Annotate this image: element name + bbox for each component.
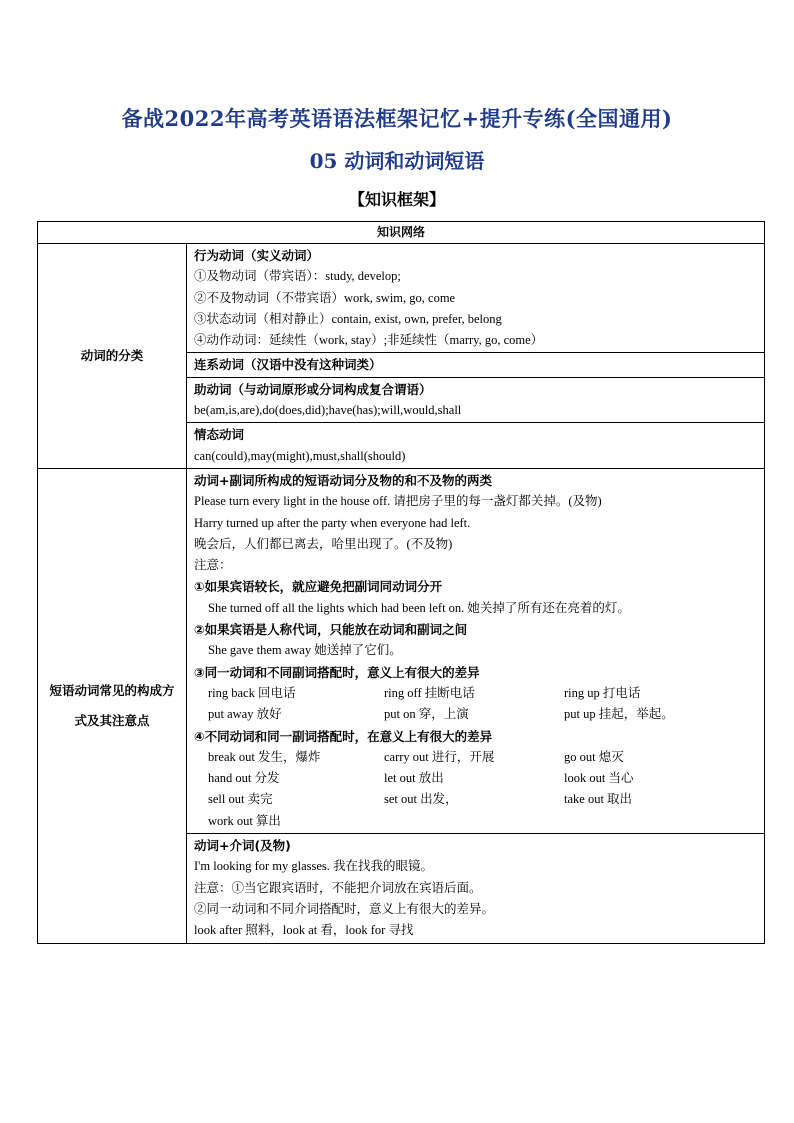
modal-verbs-heading: 情态动词 <box>194 427 245 443</box>
group-label-verb-classification: 动词的分类 <box>38 244 187 469</box>
phrase-row: put away 放好 put on 穿，上演 put up 挂起，举起。 <box>208 707 674 722</box>
phrase-row: hand out 分发 let out 放出 look out 当心 <box>208 771 634 786</box>
action-verbs-line: ③状态动词（相对静止）contain, exist, own, prefer, belong <box>194 311 502 326</box>
rule-heading: ④不同动词和同一副词搭配时，在意义上有很大的差异 <box>194 728 493 744</box>
phrase-row: ring back 回电话 ring off 挂断电话 ring up 打电话 <box>208 685 641 700</box>
action-verbs-cell <box>187 244 765 353</box>
linking-verbs-cell <box>187 353 765 377</box>
example-line: look after 照料，look at 看，look for 寻找 <box>194 923 414 938</box>
example-line: I'm looking for my glasses. 我在找我的眼镜。 <box>194 859 434 874</box>
verb-preposition-cell <box>187 834 765 943</box>
linking-verbs-heading: 连系动词（汉语中没有这种词类） <box>194 357 382 373</box>
document-title: 备战2022年高考英语语法框架记忆+提升专练(全国通用) <box>121 106 673 131</box>
note-line: 注意：①当它跟宾语时，不能把介词放在宾语后面。 <box>194 880 482 895</box>
phrase-row: break out 发生，爆炸 carry out 进行，开展 go out 熄灭 <box>208 749 624 764</box>
rule-heading: ②如果宾语是人称代词，只能放在动词和副词之间 <box>194 622 468 638</box>
section-label: 【知识框架】 <box>348 190 445 209</box>
action-verbs-heading: 行为动词（实义动词） <box>194 248 320 263</box>
auxiliary-verbs-heading: 助动词（与动词原形或分词构成复合谓语） <box>194 381 432 397</box>
action-verbs-line: ④动作动词：延续性（work, stay）;非延续性（marry, go, come） <box>194 333 544 348</box>
document-subtitle: 05 动词和动词短语 <box>309 149 485 173</box>
action-verbs-line: ②不及物动词（不带宾语）work, swim, go, come <box>194 290 456 305</box>
group-label-phrasal-verbs: 短语动词常见的构成方 式及其注意点 <box>38 468 187 943</box>
example-line: Please turn every light in the house off. 请把房子里的每一盏灯都关掉。(及物) <box>194 494 602 509</box>
phrase-row: sell out 卖完 set out 出发， take out 取出 <box>208 792 633 807</box>
verb-adverb-heading: 动词+副词所构成的短语动词分及物的和不及物的两类 <box>194 472 492 488</box>
modal-verbs-cell <box>187 423 765 469</box>
rule-example: She gave them away 她送掉了它们。 <box>208 643 402 658</box>
phrase-row: work out 算出 <box>208 813 281 828</box>
example-line: 晚会后，人们都已离去，哈里出现了。(不及物) <box>194 536 453 551</box>
action-verbs-line: ①及物动词（带宾语）：study, develop; <box>194 269 401 284</box>
auxiliary-verbs-cell <box>187 377 765 423</box>
verb-preposition-heading: 动词+介词(及物) <box>194 838 291 854</box>
modal-verbs-line: can(could),may(might),must,shall(should) <box>194 448 406 463</box>
rule-example: She turned off all the lights which had been left on. 她关掉了所有还在亮着的灯。 <box>208 600 630 615</box>
table-header: 知识网络 <box>38 222 765 244</box>
note-line: ②同一动词和不同介词搭配时，意义上有很大的差异。 <box>194 901 495 916</box>
example-line: Harry turned up after the party when everyone had left. <box>194 515 471 530</box>
note-label: 注意： <box>194 558 232 573</box>
knowledge-table <box>37 221 765 944</box>
rule-heading: ③同一动词和不同副词搭配时，意义上有很大的差异 <box>194 664 480 680</box>
auxiliary-verbs-line: be(am,is,are),do(does,did);have(has);will,would,shall <box>194 403 462 418</box>
rule-heading: ①如果宾语较长，就应避免把副词同动词分开 <box>194 579 443 595</box>
verb-adverb-cell <box>187 468 765 833</box>
